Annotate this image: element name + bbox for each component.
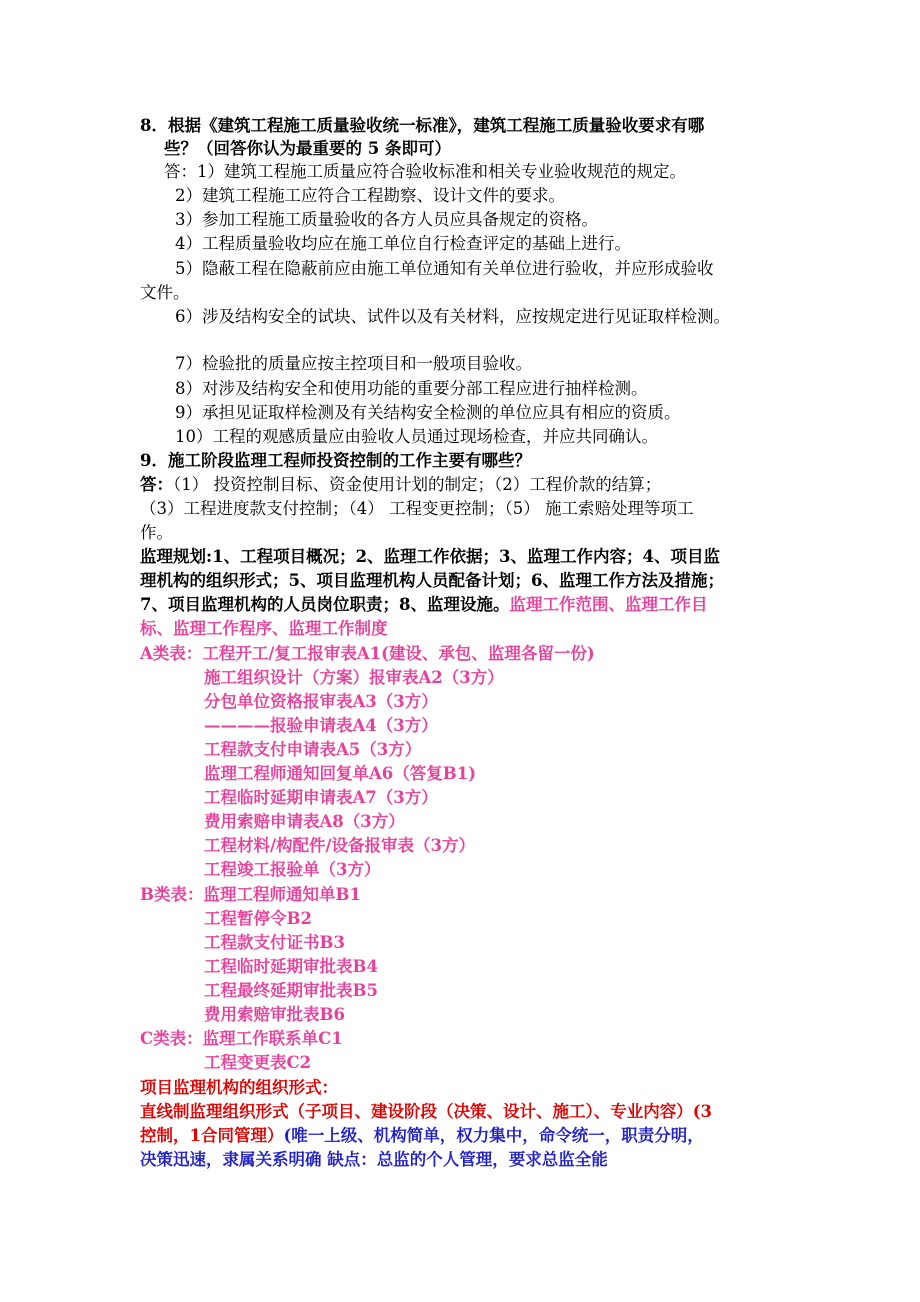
- q9-title: 9．施工阶段监理工程师投资控制的工作主要有哪些？: [140, 451, 531, 470]
- form-c-item: 工程变更表C2: [204, 1053, 312, 1072]
- q8-answer-8: 8）对涉及结构安全和使用功能的重要分部工程应进行抽样检测。: [175, 379, 648, 398]
- form-a-item: ————报验申请表A4（3方）: [204, 716, 438, 735]
- org-heading: 项目监理机构的组织形式：: [140, 1078, 338, 1097]
- form-b-item: 工程最终延期审批表B5: [204, 981, 378, 1000]
- q8-answer-5-line2: 文件。: [140, 283, 190, 302]
- q8-answer-6: 6）涉及结构安全的试块、试件以及有关材料，应按规定进行见证取样检测。: [175, 307, 730, 326]
- form-b-item: 工程暂停令B2: [204, 909, 312, 928]
- q8-title-line2: 些？（回答你认为最重要的 5 条即可）: [164, 139, 451, 158]
- q8-answer-1: 答：1）建筑工程施工质量应符合验收标准和相关专业验收规范的规定。: [164, 162, 686, 181]
- org-line2-blue: (唯一上级、机构简单，权力集中，命令统一，职责分明，: [283, 1126, 704, 1145]
- q8-answer-2: 2）建筑工程施工应符合工程勘察、设计文件的要求。: [175, 186, 565, 205]
- form-c-label: C类表：: [140, 1029, 203, 1048]
- form-b-label: B类表：: [140, 885, 204, 904]
- form-a-item: 工程竣工报验单（3方）: [204, 860, 381, 879]
- org-line2-red: 控制，1合同管理）: [140, 1126, 284, 1145]
- q8-answer-4: 4）工程质量验收均应在施工单位自行检查评定的基础上进行。: [175, 234, 631, 253]
- plan-line4: 标、监理工作程序、监理工作制度: [140, 619, 388, 638]
- plan-line3-black: 7、项目监理机构的人员岗位职责；8、监理设施。: [140, 595, 510, 614]
- form-a-row-0: [140, 643, 595, 665]
- form-b-item: 监理工程师通知单B1: [203, 885, 361, 904]
- form-a-item: 费用索赔申请表A8（3方）: [204, 812, 405, 831]
- plan-line3: [140, 594, 707, 616]
- form-a-item: 工程开工/复工报审表A1(建设、承包、监理各留一份): [202, 644, 595, 663]
- form-c-item: 监理工作联系单C1: [202, 1029, 343, 1048]
- q9-answer-line3: 作。: [140, 523, 173, 542]
- form-b-item: 费用索赔审批表B6: [204, 1005, 345, 1024]
- form-a-item: 施工组织设计（方案）报审表A2（3方）: [204, 668, 504, 687]
- org-line1: 直线制监理组织形式（子项目、建设阶段（决策、设计、施工）、专业内容）(3: [140, 1102, 713, 1121]
- form-b-item: 工程款支付证书B3: [204, 933, 345, 952]
- form-a-item: 工程临时延期申请表A7（3方）: [204, 788, 438, 807]
- org-line2: [140, 1125, 704, 1147]
- form-b-row-0: [140, 884, 361, 906]
- q9-answer-text1: （1） 投资控制目标、资金使用计划的制定；（2）工程价款的结算；: [173, 475, 662, 494]
- q8-title-line1: 8．根据《建筑工程施工质量验收统一标准》，建筑工程施工质量验收要求有哪: [140, 116, 705, 135]
- plan-line2: 理机构的组织形式；5、项目监理机构人员配备计划；6、监理工作方法及措施；: [140, 571, 724, 590]
- plan-line1: 监理规划:1、工程项目概况；2、监理工作依据；3、监理工作内容；4、项目监: [140, 547, 721, 566]
- q8-answer-9: 9）承担见证取样检测及有关结构安全检测的单位应具有相应的资质。: [175, 403, 681, 422]
- form-a-item: 工程材料/构配件/设备报审表（3方）: [204, 836, 476, 855]
- form-a-label: A类表：: [140, 644, 203, 663]
- q8-answer-5-line1: 5）隐蔽工程在隐蔽前应由施工单位通知有关单位进行验收，并应形成验收: [175, 259, 714, 278]
- org-line3: 决策迅速，隶属关系明确 缺点：总监的个人管理，要求总监全能: [140, 1150, 608, 1169]
- plan-line3-pink: 监理工作范围、监理工作目: [509, 595, 708, 614]
- form-a-item: 工程款支付申请表A5（3方）: [204, 740, 422, 759]
- q9-answer-label: 答：: [140, 475, 173, 494]
- form-a-item: 分包单位资格报审表A3（3方）: [204, 692, 438, 711]
- q9-answer-line2: （3）工程进度款支付控制；（4） 工程变更控制；（5） 施工索赔处理等项工: [140, 499, 694, 518]
- q8-answer-3: 3）参加工程施工质量验收的各方人员应具备规定的资格。: [175, 210, 598, 229]
- form-a-item: 监理工程师通知回复单A6（答复B1): [204, 764, 477, 783]
- q8-answer-10: 10）工程的观感质量应由验收人员通过现场检查，并应共同确认。: [175, 427, 658, 446]
- form-b-item: 工程临时延期审批表B4: [204, 957, 378, 976]
- q8-answer-7: 7）检验批的质量应按主控项目和一般项目验收。: [175, 354, 532, 373]
- form-c-row-0: [140, 1028, 343, 1050]
- q9-answer-line1: [140, 474, 661, 496]
